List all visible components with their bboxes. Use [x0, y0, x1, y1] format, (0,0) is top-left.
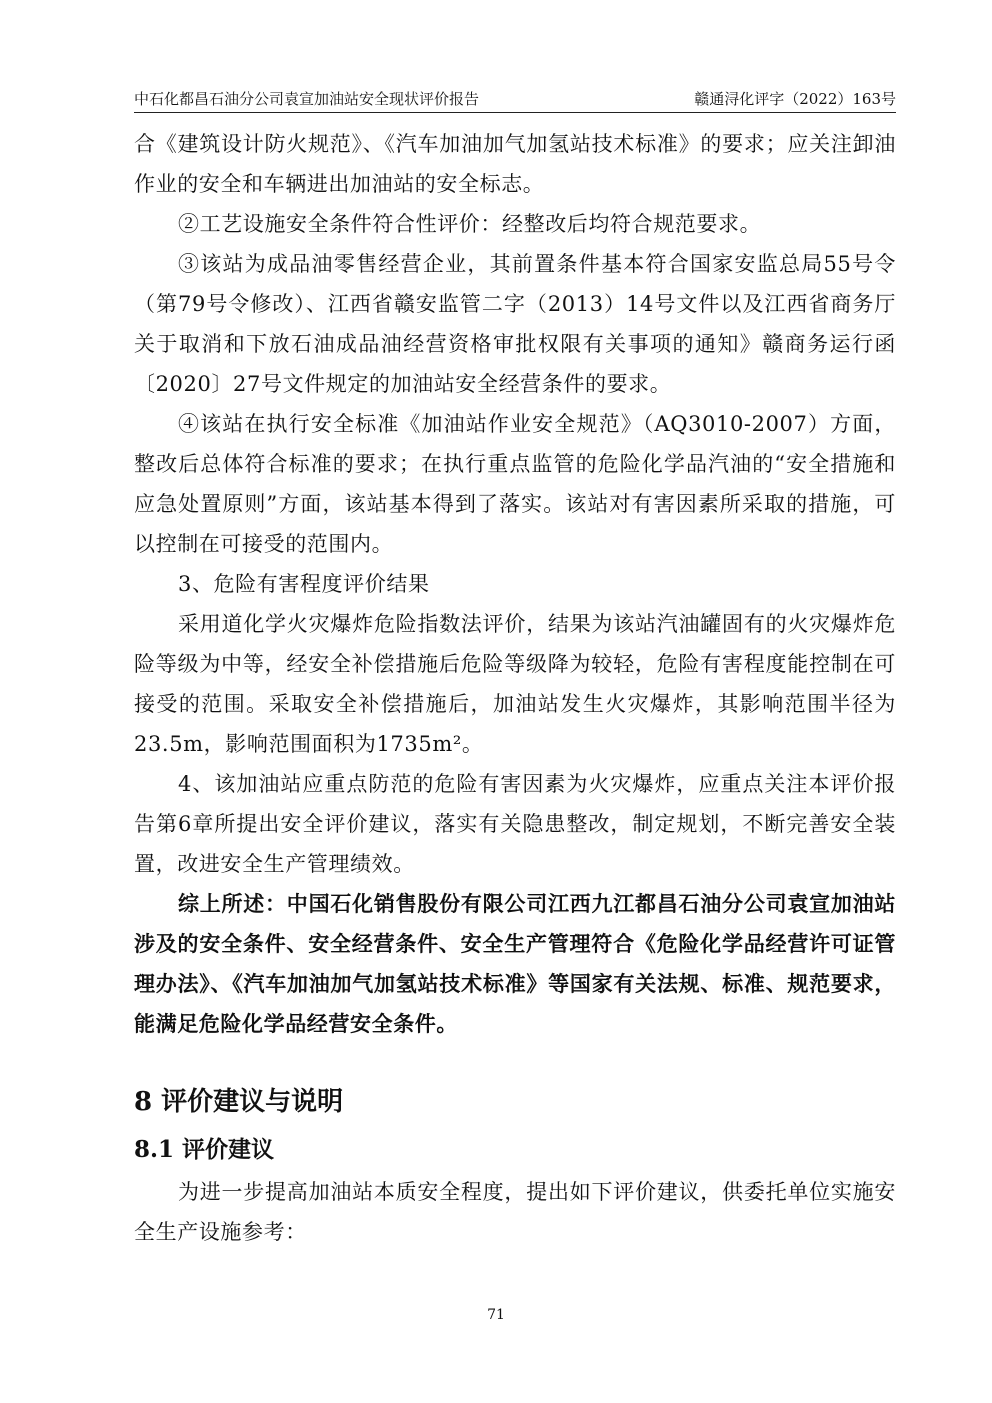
header-document-number: 赣通浔化评字（2022）163号 [694, 90, 896, 108]
closing-text [134, 1172, 896, 1252]
paragraph-hazard-heading: 3、危险有害程度评价结果 [178, 572, 430, 596]
paragraph-process-evaluation: ②工艺设施安全条件符合性评价：经整改后均符合规范要求。 [178, 212, 762, 236]
subsection-title: 8.1 评价建议 [134, 1136, 275, 1163]
paragraph-hazard-result: 采用道化学火灾爆炸危险指数法评价，结果为该站汽油罐固有的火灾爆炸危险等级为中等，经安全补偿措施后危险等级降为较轻，危险有害程度能控制在可接受的范围。采取安全补偿措施后，加油站发生火灾爆炸，其影响范围半径为23.5m，影响范围面积为1735m²。 [134, 612, 896, 756]
paragraph-safety-standard: ④该站在执行安全标准《加油站作业安全规范》（AQ3010-2007）方面，整改后总体符合标准的要求；在执行重点监管的危险化学品汽油的“安全措施和应急处置原则”方面，该站基本得到了落实。该站对有害因素所采取的措施，可以控制在可接受的范围内。 [134, 412, 896, 556]
page-number: 71 [487, 1307, 505, 1323]
paragraph-conclusion: 综上所述：中国石化销售股份有限公司江西九江都昌石油分公司袁宣加油站涉及的安全条件、安全经营条件、安全生产管理符合《危险化学品经营许可证管理办法》、《汽车加油加气加氢站技术标准》等国家有关法规、标准、规范要求，能满足危险化学品经营安全条件。 [134, 891, 896, 1036]
body-text [134, 124, 896, 1044]
header-report-title: 中石化都昌石油分公司袁宣加油站安全现状评价报告 [134, 90, 480, 108]
paragraph-continuation: 合《建筑设计防火规范》、《汽车加油加气加氢站技术标准》的要求；应关注卸油作业的安全和车辆进出加油站的安全标志。 [134, 132, 896, 196]
section-title: 8 评价建议与说明 [134, 1087, 344, 1117]
paragraph-key-prevention: 4、该加油站应重点防范的危险有害因素为火灾爆炸，应重点关注本评价报告第6章所提出安全评价建议，落实有关隐患整改，制定规划，不断完善安全装置，改进安全生产管理绩效。 [134, 772, 896, 876]
page-header [134, 86, 896, 113]
paragraph-recommendation-intro: 为进一步提高加油站本质安全程度，提出如下评价建议，供委托单位实施安全生产设施参考： [134, 1180, 896, 1244]
paragraph-preconditions: ③该站为成品油零售经营企业，其前置条件基本符合国家安监总局55号令（第79号令修改）、江西省赣安监管二字（2013）14号文件以及江西省商务厅关于取消和下放石油成品油经营资格审批权限有关事项的通知》赣商务运行函〔2020〕27号文件规定的加油站安全经营条件的要求。 [134, 252, 896, 396]
